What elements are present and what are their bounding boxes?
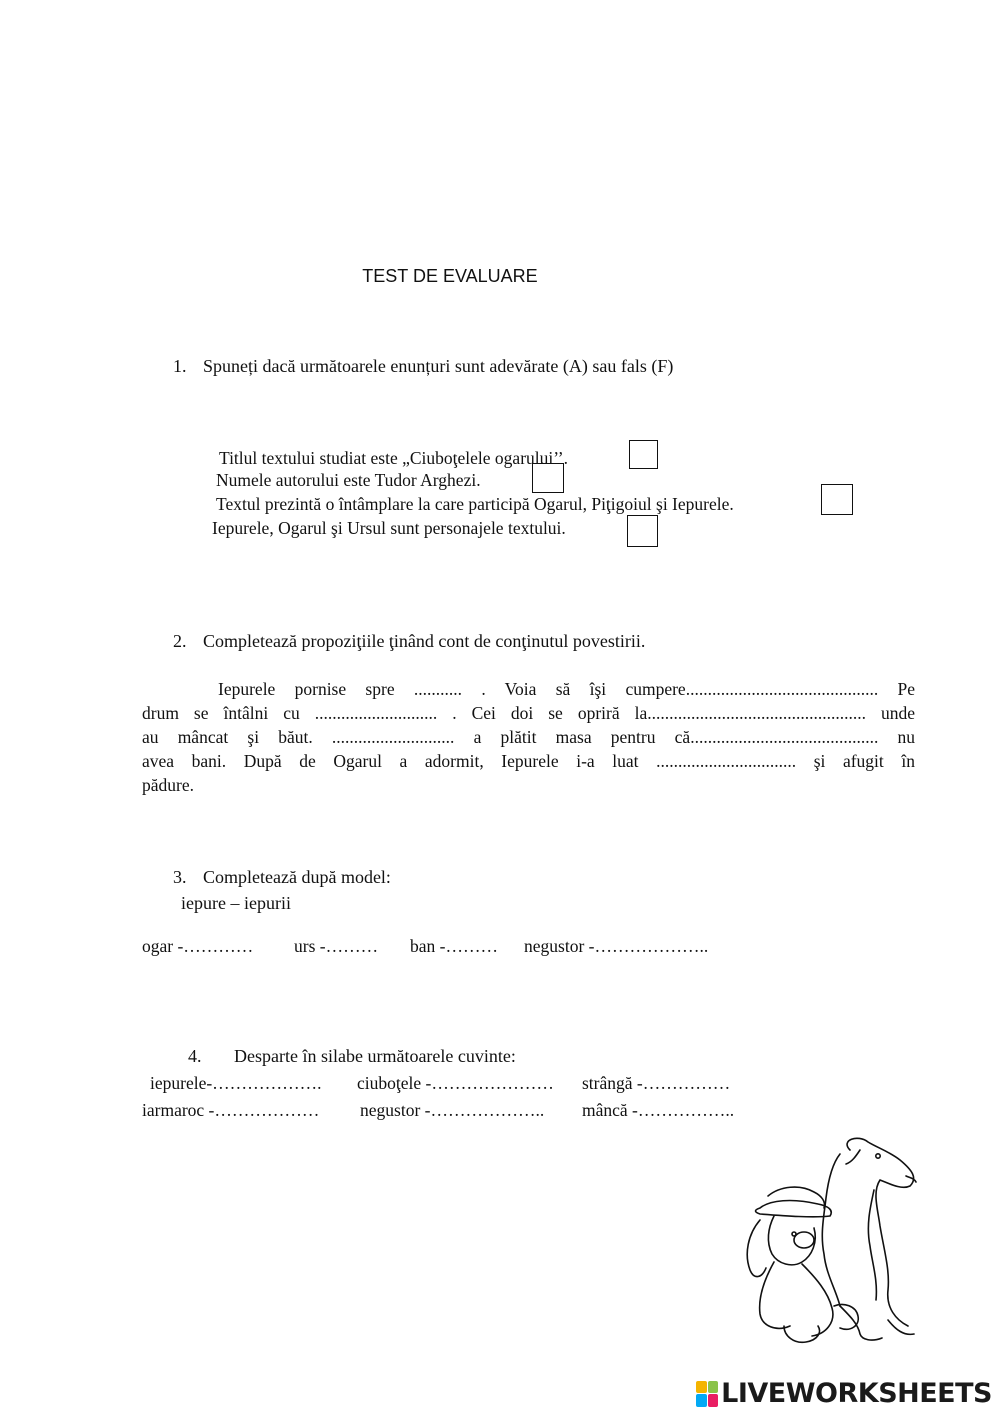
plural-item-urs[interactable]: urs -……… — [294, 936, 379, 956]
brand-name: LIVEWORKSHEETS — [721, 1378, 992, 1409]
paragraph-line-2: drum se întâlni cu ............................ . Cei doi se opriră la.................................................. unde — [142, 703, 915, 723]
syllable-item-negustor[interactable]: negustor -……………….. — [360, 1100, 545, 1120]
page-title: TEST DE EVALUARE — [362, 266, 538, 286]
syllable-item-manca[interactable]: mâncă -…………….. — [582, 1100, 735, 1120]
plural-item-ogar[interactable]: ogar -………… — [142, 936, 254, 956]
syllable-item-stranga[interactable]: strângă -…………… — [582, 1073, 731, 1093]
answer-box-2[interactable] — [532, 463, 564, 493]
question-1-number: 1. — [173, 356, 187, 376]
question-4-number: 4. — [188, 1046, 202, 1066]
liveworksheets-brand — [696, 1378, 992, 1409]
syllable-item-iarmaroc[interactable]: iarmaroc -……………… — [142, 1100, 320, 1120]
model-example: iepure – iepurii — [181, 893, 291, 913]
question-2-text: Completează propoziţiile ţinând cont de conţinutul povestirii. — [203, 631, 646, 651]
question-1-text: Spuneți dacă următoarele enunțuri sunt adevărate (A) sau fals (F) — [203, 356, 674, 376]
statement-3: Textul prezintă o întâmplare la care participă Ogarul, Piţigoiul şi Iepurele. — [216, 494, 734, 514]
statement-1: Titlul textului studiat este „Ciuboţelele ogarului’’. — [219, 448, 568, 468]
statement-4: Iepurele, Ogarul şi Ursul sunt personajele textului. — [212, 518, 566, 538]
logo-square-2 — [708, 1381, 719, 1394]
question-3-text: Completează după model: — [203, 867, 391, 887]
fill-in-paragraph — [142, 677, 915, 797]
paragraph-line-1: Iepurele pornise spre ........... . Voia să îşi cumpere............................................ Pe — [218, 679, 915, 699]
syllable-item-iepurele[interactable]: iepurele-………………. — [150, 1073, 322, 1093]
answer-box-1[interactable] — [629, 440, 658, 469]
paragraph-line-3: au mâncat şi băut. ............................ a plătit masa pentru că........................................... nu — [142, 727, 915, 747]
logo-square-3 — [696, 1394, 707, 1407]
plural-item-negustor[interactable]: negustor -……………….. — [524, 936, 709, 956]
logo-square-1 — [696, 1381, 707, 1394]
answer-box-3[interactable] — [821, 484, 853, 515]
paragraph-line-4: avea bani. După de Ogarul a adormit, Iepurele i-a luat ................................ şi afugit în — [142, 751, 915, 771]
paragraph-line-5: pădure. — [142, 775, 194, 795]
liveworksheets-logo-icon — [696, 1381, 718, 1407]
answer-box-4[interactable] — [627, 515, 658, 547]
question-3-number: 3. — [173, 867, 187, 887]
hound-figure — [822, 1138, 916, 1340]
question-4-text: Desparte în silabe următoarele cuvinte: — [234, 1046, 516, 1066]
hound-and-hare-illustration — [740, 1130, 920, 1350]
question-2-number: 2. — [173, 631, 187, 651]
plural-item-ban[interactable]: ban -……… — [410, 936, 498, 956]
statement-2: Numele autorului este Tudor Arghezi. — [216, 470, 481, 490]
syllable-item-ciubotele[interactable]: ciuboţele -………………… — [357, 1073, 554, 1093]
hare-figure — [747, 1187, 858, 1342]
logo-square-4 — [708, 1394, 719, 1407]
